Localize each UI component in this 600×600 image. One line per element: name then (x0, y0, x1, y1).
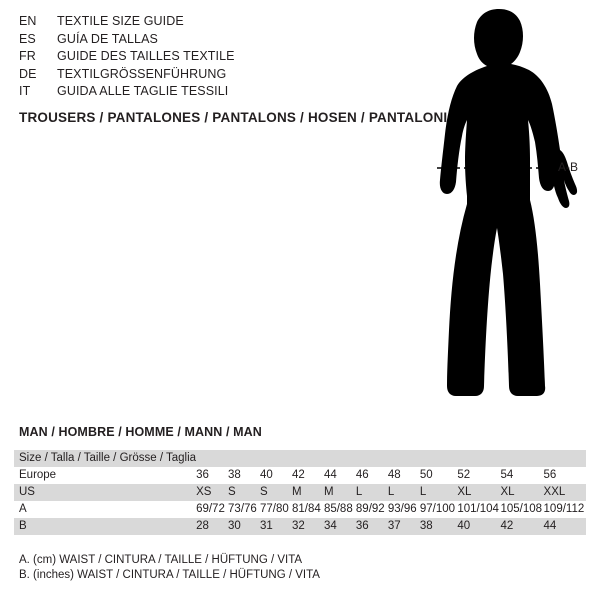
cell: M (292, 484, 324, 501)
cell (500, 450, 543, 467)
language-row (19, 84, 399, 102)
cell: 38 (420, 518, 458, 535)
cell: L (356, 484, 388, 501)
language-code: FR (19, 49, 36, 63)
table-row (14, 484, 586, 501)
language-text: GUIDE DES TAILLES TEXTILE (57, 49, 235, 63)
cell: 40 (260, 467, 292, 484)
language-code: ES (19, 31, 36, 46)
cell: 36 (196, 467, 228, 484)
table-row (14, 450, 586, 467)
cell: 93/96 (388, 501, 420, 518)
cell: L (388, 484, 420, 501)
language-row (19, 14, 399, 32)
cell: 30 (228, 518, 260, 535)
footnote-a: A. (cm) WAIST / CINTURA / TAILLE / HÜFTUNG / VITA (19, 554, 303, 566)
cell: 40 (457, 518, 500, 535)
cell: 85/88 (324, 501, 356, 518)
row-header: A (14, 501, 196, 518)
cell: 97/100 (420, 501, 458, 518)
cell (544, 450, 586, 467)
language-list (19, 14, 399, 102)
cell (196, 450, 228, 467)
cell: M (324, 484, 356, 501)
table-title: MAN / HOMBRE / HOMME / MANN / MAN (19, 425, 262, 439)
cell (260, 450, 292, 467)
cell (388, 450, 420, 467)
language-code: DE (19, 66, 37, 81)
table-row (14, 501, 586, 518)
cell: 46 (356, 467, 388, 484)
cell: 52 (457, 467, 500, 484)
table-row (14, 467, 586, 484)
cell (356, 450, 388, 467)
cell: XL (500, 484, 543, 501)
language-code: EN (19, 14, 37, 28)
cell: XS (196, 484, 228, 501)
cell: 42 (292, 467, 324, 484)
cell: 38 (228, 467, 260, 484)
cell: 50 (420, 467, 458, 484)
cell: 109/112 (544, 501, 586, 518)
cell: S (260, 484, 292, 501)
cell: 73/76 (228, 501, 260, 518)
footnote-b: B. (inches) WAIST / CINTURA / TAILLE / HÜFTUNG / VITA (19, 569, 320, 581)
footnotes (19, 553, 320, 583)
cell: 54 (500, 467, 543, 484)
cell (457, 450, 500, 467)
cell (228, 450, 260, 467)
cell: 37 (388, 518, 420, 535)
cell: 69/72 (196, 501, 228, 518)
language-text: GUIDA ALLE TAGLIE TESSILI (57, 84, 229, 98)
figure-illustration (395, 8, 595, 408)
cell: 42 (500, 518, 543, 535)
cell: 44 (544, 518, 586, 535)
cell (292, 450, 324, 467)
row-header: B (14, 518, 196, 535)
cell: 31 (260, 518, 292, 535)
cell: 44 (324, 467, 356, 484)
language-code: IT (19, 84, 31, 98)
cell: 77/80 (260, 501, 292, 518)
cell: 56 (544, 467, 586, 484)
cell: 32 (292, 518, 324, 535)
row-header: Europe (14, 467, 196, 484)
cell: 36 (356, 518, 388, 535)
cell: 34 (324, 518, 356, 535)
cell: S (228, 484, 260, 501)
language-text: GUÍA DE TALLAS (57, 31, 158, 46)
row-header: Size / Talla / Taille / Grösse / Taglia (14, 450, 196, 467)
language-row (19, 67, 399, 85)
language-row (19, 32, 399, 50)
cell: 101/104 (457, 501, 500, 518)
size-table (14, 450, 586, 535)
cell: 28 (196, 518, 228, 535)
cell: 89/92 (356, 501, 388, 518)
language-text: TEXTILGRÖSSENFÜHRUNG (57, 66, 227, 81)
cell: 81/84 (292, 501, 324, 518)
language-text: TEXTILE SIZE GUIDE (57, 14, 184, 28)
cell: 48 (388, 467, 420, 484)
cell: XL (457, 484, 500, 501)
cell: XXL (544, 484, 586, 501)
measurement-label-ab: A-B (558, 160, 579, 174)
page-title: TROUSERS / PANTALONES / PANTALONS / HOSEN / PANTALONI (19, 110, 448, 125)
cell: 105/108 (500, 501, 543, 518)
language-row (19, 49, 399, 67)
cell (324, 450, 356, 467)
table-row (14, 518, 586, 535)
cell: L (420, 484, 458, 501)
man-silhouette-icon (395, 8, 595, 408)
row-header: US (14, 484, 196, 501)
cell (420, 450, 458, 467)
